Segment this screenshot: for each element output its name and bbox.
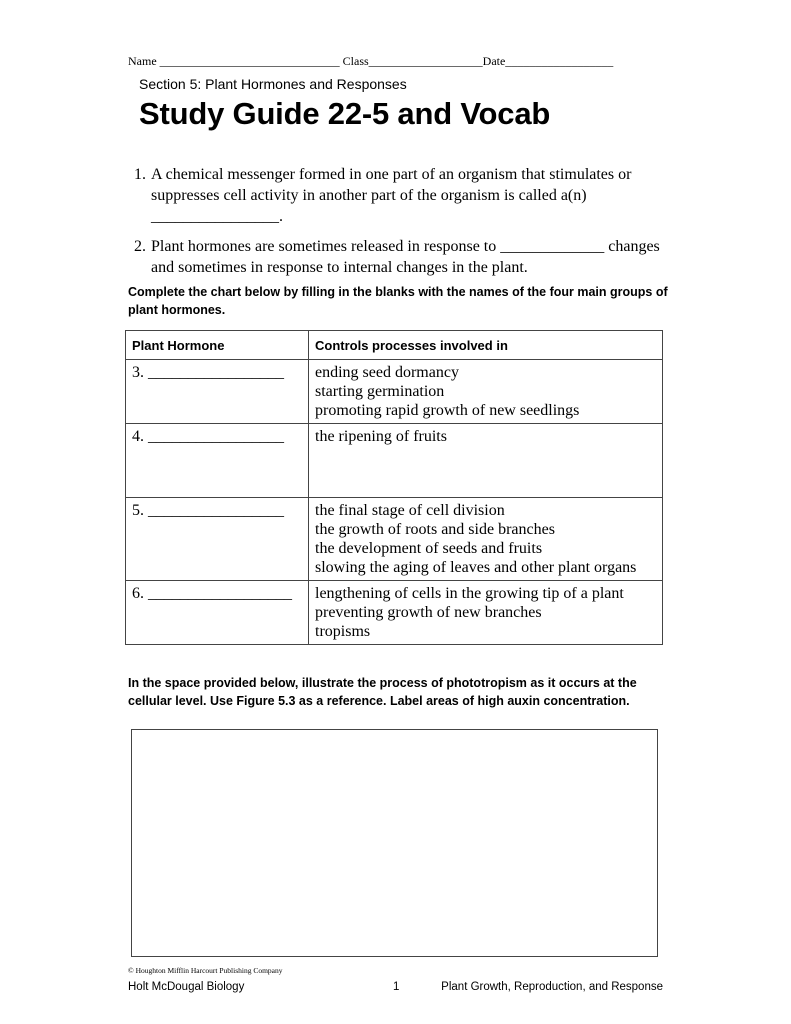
copyright-notice: © Houghton Mifflin Harcourt Publishing Company <box>128 966 283 975</box>
footer-page-number: 1 <box>393 981 400 993</box>
hormone-blank[interactable]: 5. _________________ <box>126 498 309 581</box>
process-cell <box>309 581 663 645</box>
question-text: A chemical messenger formed in one part of an organism that stimulates or suppresses cell activity in another part of the organism is called a(n) ________________. <box>151 166 632 225</box>
hormone-table <box>125 330 663 645</box>
table-row <box>126 581 663 645</box>
process-item: preventing growth of new branches <box>315 604 542 621</box>
question-1 <box>134 164 664 227</box>
phototropism-instructions: In the space provided below, illustrate the process of phototropism as it occurs at the cellular level. Use Figure 5.3 as a reference. Label areas of high auxin concentration. <box>128 676 637 708</box>
question-text: Plant hormones are sometimes released in response to _____________ changes and sometimes in response to internal changes in the plant. <box>151 238 660 276</box>
process-item: promoting rapid growth of new seedlings <box>315 402 580 419</box>
footer-chapter-title: Plant Growth, Reproduction, and Response <box>441 981 663 993</box>
process-item: starting germination <box>315 383 445 400</box>
process-item: the final stage of cell division <box>315 502 505 519</box>
table-header-row <box>126 331 663 360</box>
process-cell <box>309 424 663 498</box>
question-number: 2. <box>134 238 146 255</box>
column-header-hormone: Plant Hormone <box>126 331 309 360</box>
process-item: slowing the aging of leaves and other plant organs <box>315 559 637 576</box>
column-header-processes: Controls processes involved in <box>309 331 663 360</box>
name-class-date-line: Name ______________________________ Class___________________Date__________________ <box>128 54 614 68</box>
process-item: the development of seeds and fruits <box>315 540 543 557</box>
hormone-blank[interactable]: 3. _________________ <box>126 360 309 424</box>
page-title: Study Guide 22-5 and Vocab <box>139 96 551 131</box>
footer-book-title: Holt McDougal Biology <box>128 981 245 993</box>
process-item: ending seed dormancy <box>315 364 459 381</box>
table-row <box>126 424 663 498</box>
process-item: tropisms <box>315 623 371 640</box>
process-item: the ripening of fruits <box>315 428 447 445</box>
process-item: the growth of roots and side branches <box>315 521 555 538</box>
question-number: 1. <box>134 166 146 183</box>
hormone-blank[interactable]: 6. __________________ <box>126 581 309 645</box>
process-cell <box>309 498 663 581</box>
table-row <box>126 360 663 424</box>
table-row <box>126 498 663 581</box>
question-2 <box>134 236 664 278</box>
section-heading: Section 5: Plant Hormones and Responses <box>139 76 407 92</box>
hormone-blank[interactable]: 4. _________________ <box>126 424 309 498</box>
chart-instructions: Complete the chart below by filling in the blanks with the names of the four main groups of plant hormones. <box>128 285 668 317</box>
process-item: lengthening of cells in the growing tip of a plant <box>315 585 624 602</box>
process-cell <box>309 360 663 424</box>
drawing-area[interactable] <box>131 729 658 957</box>
